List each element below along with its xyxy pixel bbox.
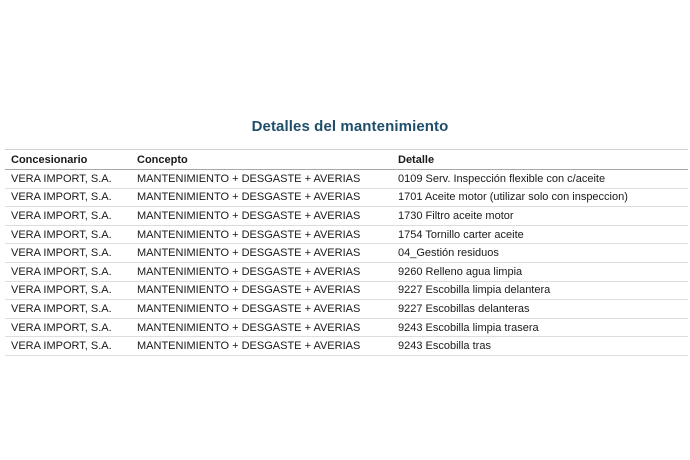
cell-concepto: MANTENIMIENTO + DESGASTE + AVERIAS: [131, 207, 392, 226]
cell-detalle: 0109 Serv. Inspección flexible con c/aceite: [392, 170, 688, 189]
page-title: Detalles del mantenimiento: [251, 118, 449, 135]
cell-concepto: MANTENIMIENTO + DESGASTE + AVERIAS: [131, 225, 392, 244]
cell-concesionario: VERA IMPORT, S.A.: [5, 318, 131, 337]
table-body: [5, 170, 688, 356]
cell-concesionario: VERA IMPORT, S.A.: [5, 262, 131, 281]
table-row: [5, 188, 688, 207]
cell-detalle: 04_Gestión residuos: [392, 244, 688, 263]
table-row: [5, 207, 688, 226]
cell-concepto: MANTENIMIENTO + DESGASTE + AVERIAS: [131, 300, 392, 319]
cell-concesionario: VERA IMPORT, S.A.: [5, 300, 131, 319]
cell-concesionario: VERA IMPORT, S.A.: [5, 281, 131, 300]
cell-detalle: 9243 Escobilla limpia trasera: [392, 318, 688, 337]
cell-concesionario: VERA IMPORT, S.A.: [5, 225, 131, 244]
cell-detalle: 9243 Escobilla tras: [392, 337, 688, 356]
table-row: [5, 225, 688, 244]
cell-detalle: 9227 Escobilla limpia delantera: [392, 281, 688, 300]
table-row: [5, 170, 688, 189]
table-row: [5, 244, 688, 263]
maintenance-table-container: [5, 149, 688, 356]
table-header: [5, 150, 688, 170]
cell-concepto: MANTENIMIENTO + DESGASTE + AVERIAS: [131, 318, 392, 337]
table-row: [5, 318, 688, 337]
cell-concepto: MANTENIMIENTO + DESGASTE + AVERIAS: [131, 188, 392, 207]
table-row: [5, 281, 688, 300]
cell-concepto: MANTENIMIENTO + DESGASTE + AVERIAS: [131, 337, 392, 356]
cell-detalle: 1730 Filtro aceite motor: [392, 207, 688, 226]
cell-detalle: 9227 Escobillas delanteras: [392, 300, 688, 319]
cell-detalle: 9260 Relleno agua limpia: [392, 262, 688, 281]
cell-concepto: MANTENIMIENTO + DESGASTE + AVERIAS: [131, 170, 392, 189]
cell-concesionario: VERA IMPORT, S.A.: [5, 244, 131, 263]
cell-concepto: MANTENIMIENTO + DESGASTE + AVERIAS: [131, 281, 392, 300]
cell-concepto: MANTENIMIENTO + DESGASTE + AVERIAS: [131, 262, 392, 281]
column-header-detalle: Detalle: [392, 150, 688, 170]
table-row: [5, 300, 688, 319]
cell-concesionario: VERA IMPORT, S.A.: [5, 337, 131, 356]
cell-detalle: 1701 Aceite motor (utilizar solo con inspeccion): [392, 188, 688, 207]
column-header-concesionario: Concesionario: [5, 150, 131, 170]
cell-concesionario: VERA IMPORT, S.A.: [5, 188, 131, 207]
cell-detalle: 1754 Tornillo carter aceite: [392, 225, 688, 244]
table-row: [5, 262, 688, 281]
table-row: [5, 337, 688, 356]
table-header-row: [5, 150, 688, 170]
column-header-concepto: Concepto: [131, 150, 392, 170]
maintenance-table: [5, 149, 688, 356]
cell-concesionario: VERA IMPORT, S.A.: [5, 170, 131, 189]
cell-concesionario: VERA IMPORT, S.A.: [5, 207, 131, 226]
cell-concepto: MANTENIMIENTO + DESGASTE + AVERIAS: [131, 244, 392, 263]
